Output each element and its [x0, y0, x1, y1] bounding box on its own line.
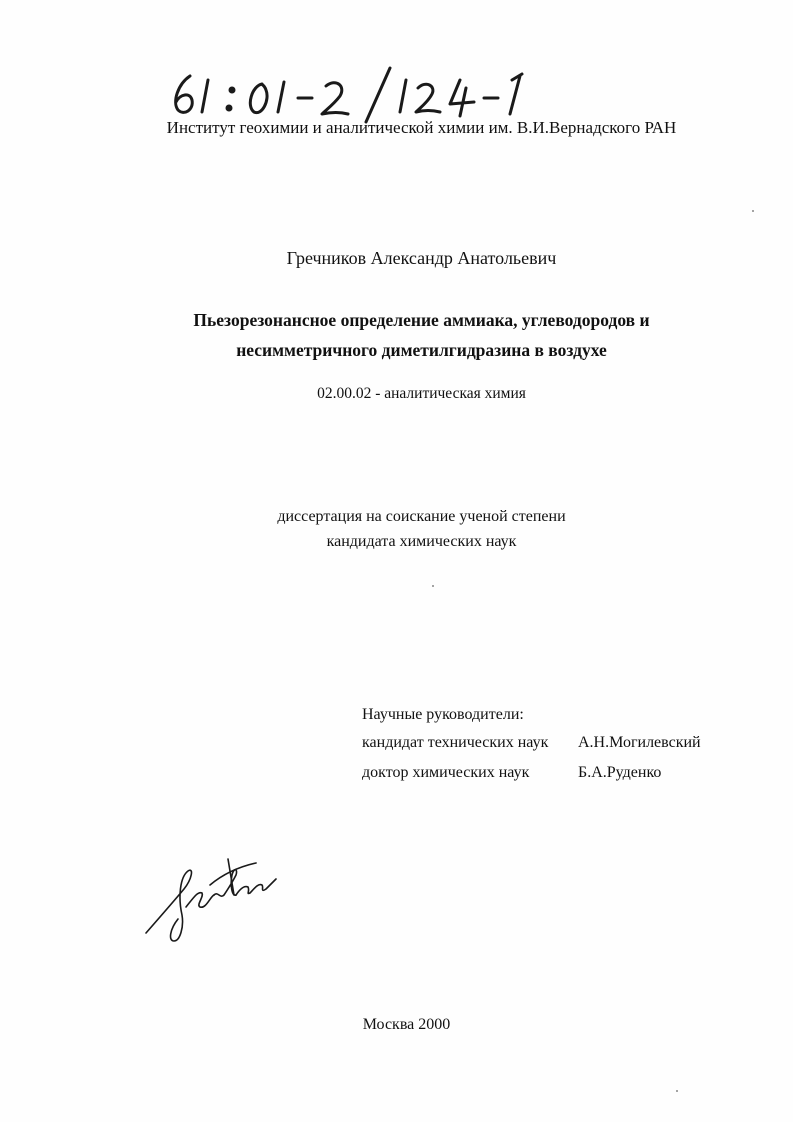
supervisor-name: А.Н.Могилевский [578, 734, 701, 751]
scan-speck [676, 1090, 678, 1092]
supervisor-row [362, 734, 701, 764]
supervisors-heading: Научные руководители: [362, 706, 524, 723]
degree-line: диссертация на соискание ученой степени [277, 508, 566, 525]
degree-line: кандидата химических наук [326, 533, 517, 550]
specialty-code: 02.00.02 - аналитическая химия [317, 385, 526, 402]
signature [140, 845, 280, 950]
city-year: Москва 2000 [362, 1016, 451, 1033]
supervisor-rank: доктор химических наук [362, 764, 530, 781]
title-line: несимметричного диметилгидразина в воздухе [236, 340, 607, 360]
author-name: Гречников Александр Анатольевич [286, 248, 557, 268]
supervisor-row [362, 764, 701, 794]
dissertation-title [0, 305, 793, 365]
scan-speck [752, 210, 754, 212]
supervisor-rank: кандидат технических наук [362, 734, 549, 751]
supervisor-name: Б.А.Руденко [578, 764, 662, 781]
title-line: Пьезорезонансное определение аммиака, углеводородов и [193, 310, 650, 330]
degree-statement [0, 504, 793, 554]
supervisors-block [362, 706, 701, 794]
institute-name: Институт геохимии и аналитической химии им. В.И.Вернадского РАН [166, 118, 677, 137]
scan-speck [432, 585, 434, 587]
